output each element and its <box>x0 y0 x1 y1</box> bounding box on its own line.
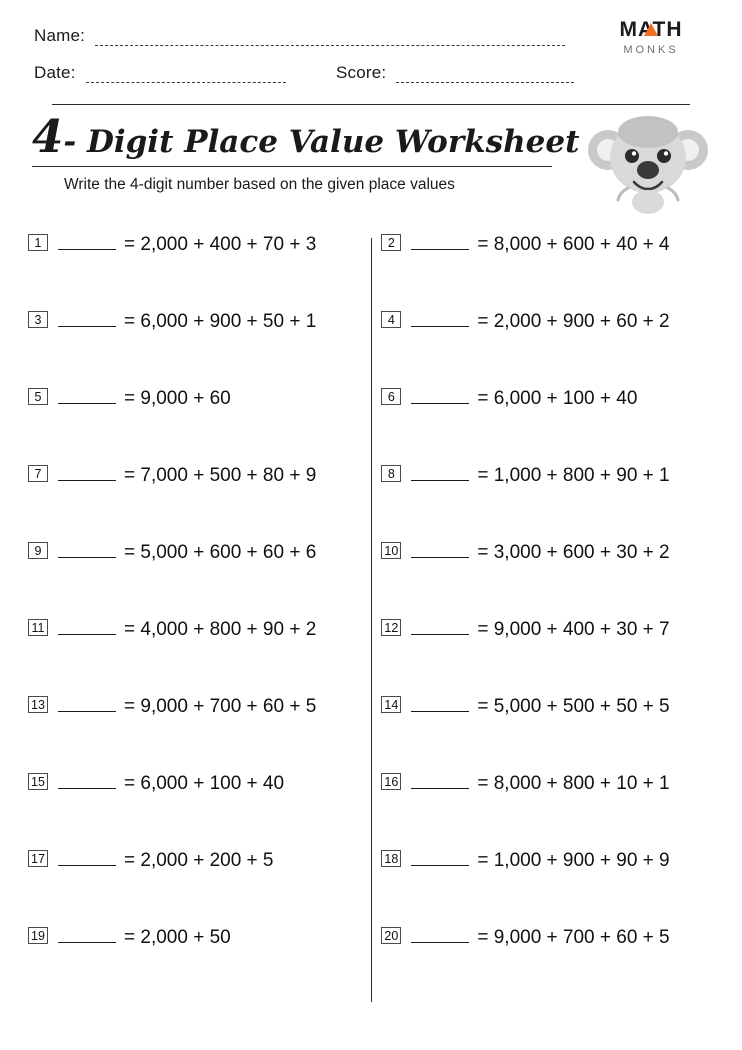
name-field-row <box>34 26 565 46</box>
problem-number: 2 <box>381 234 401 251</box>
answer-blank[interactable] <box>411 930 469 943</box>
score-label: Score: <box>336 63 387 82</box>
date-label: Date: <box>34 63 76 82</box>
problem-expression: = 6,000 + 100 + 40 <box>124 773 285 794</box>
problem-item <box>381 927 698 1004</box>
worksheet-header <box>26 0 716 108</box>
problem-number: 12 <box>381 619 401 636</box>
answer-blank[interactable] <box>411 853 469 866</box>
brand-logo <box>592 18 710 56</box>
column-divider <box>371 238 372 1002</box>
logo-math-label: MATH <box>619 18 683 41</box>
problem-number: 7 <box>28 465 48 482</box>
logo-monks-label: MONKS <box>623 44 679 56</box>
name-input-line[interactable] <box>95 29 565 46</box>
answer-blank[interactable] <box>58 468 116 481</box>
problem-item <box>28 311 345 388</box>
answer-blank[interactable] <box>58 391 116 404</box>
problem-number: 4 <box>381 311 401 328</box>
problem-item <box>381 542 698 619</box>
problem-item <box>28 234 345 311</box>
problem-item <box>28 542 345 619</box>
title-underline <box>32 166 552 167</box>
answer-blank[interactable] <box>58 776 116 789</box>
answer-blank[interactable] <box>58 853 116 866</box>
title-lead-digit: 4 <box>32 110 64 163</box>
answer-blank[interactable] <box>58 699 116 712</box>
score-field-row <box>336 63 574 83</box>
problem-expression: = 6,000 + 100 + 40 <box>477 388 638 409</box>
problem-number: 15 <box>28 773 48 790</box>
answer-blank[interactable] <box>58 314 116 327</box>
problem-number: 8 <box>381 465 401 482</box>
triangle-icon <box>644 23 658 36</box>
problem-expression: = 2,000 + 900 + 60 + 2 <box>477 311 670 332</box>
problem-item <box>28 465 345 542</box>
problem-number: 1 <box>28 234 48 251</box>
problem-item <box>28 619 345 696</box>
problem-item <box>381 773 698 850</box>
problem-expression: = 9,000 + 700 + 60 + 5 <box>124 696 317 717</box>
problem-number: 19 <box>28 927 48 944</box>
answer-blank[interactable] <box>58 545 116 558</box>
problem-expression: = 6,000 + 900 + 50 + 1 <box>124 311 317 332</box>
problem-item <box>381 619 698 696</box>
problem-expression: = 8,000 + 600 + 40 + 4 <box>477 234 670 255</box>
answer-blank[interactable] <box>58 622 116 635</box>
problem-expression: = 9,000 + 60 <box>124 388 231 409</box>
problem-item <box>381 234 698 311</box>
title-block <box>26 110 716 224</box>
problem-number: 18 <box>381 850 401 867</box>
problem-number: 3 <box>28 311 48 328</box>
name-label: Name: <box>34 26 86 45</box>
problem-item <box>28 850 345 927</box>
problem-number: 14 <box>381 696 401 713</box>
answer-blank[interactable] <box>58 237 116 250</box>
problem-item <box>381 465 698 542</box>
problem-expression: = 2,000 + 400 + 70 + 3 <box>124 234 317 255</box>
problem-number: 9 <box>28 542 48 559</box>
problem-item <box>381 850 698 927</box>
title-rest: - Digit Place Value Worksheet <box>63 124 580 160</box>
problem-expression: = 4,000 + 800 + 90 + 2 <box>124 619 317 640</box>
problem-expression: = 1,000 + 900 + 90 + 9 <box>477 850 670 871</box>
problems-column-right <box>381 234 698 1004</box>
problem-expression: = 2,000 + 200 + 5 <box>124 850 274 871</box>
problem-expression: = 2,000 + 50 <box>124 927 231 948</box>
problem-item <box>28 927 345 1004</box>
answer-blank[interactable] <box>58 930 116 943</box>
problem-item <box>381 311 698 388</box>
problem-item <box>381 388 698 465</box>
problem-number: 13 <box>28 696 48 713</box>
date-input-line[interactable] <box>86 66 286 83</box>
answer-blank[interactable] <box>411 545 469 558</box>
problem-expression: = 7,000 + 500 + 80 + 9 <box>124 465 317 486</box>
date-field-row <box>34 63 286 83</box>
problem-expression: = 3,000 + 600 + 30 + 2 <box>477 542 670 563</box>
header-divider <box>52 104 690 105</box>
answer-blank[interactable] <box>411 391 469 404</box>
problem-area <box>26 234 716 1024</box>
answer-blank[interactable] <box>411 699 469 712</box>
problems-column-left <box>28 234 345 1004</box>
problem-number: 6 <box>381 388 401 405</box>
instructions: Write the 4-digit number based on the given place values <box>64 176 455 193</box>
answer-blank[interactable] <box>411 468 469 481</box>
koala-mascot-icon <box>584 110 712 222</box>
problem-expression: = 5,000 + 500 + 50 + 5 <box>477 696 670 717</box>
problem-item <box>28 388 345 465</box>
problem-item <box>28 773 345 850</box>
problem-expression: = 8,000 + 800 + 10 + 1 <box>477 773 670 794</box>
problem-number: 16 <box>381 773 401 790</box>
problem-number: 10 <box>381 542 401 559</box>
answer-blank[interactable] <box>411 314 469 327</box>
answer-blank[interactable] <box>411 237 469 250</box>
problem-number: 5 <box>28 388 48 405</box>
problem-expression: = 5,000 + 600 + 60 + 6 <box>124 542 317 563</box>
problem-expression: = 1,000 + 800 + 90 + 1 <box>477 465 670 486</box>
problem-expression: = 9,000 + 700 + 60 + 5 <box>477 927 670 948</box>
problem-number: 20 <box>381 927 401 944</box>
logo-math-text <box>619 18 682 42</box>
problem-item <box>28 696 345 773</box>
answer-blank[interactable] <box>411 776 469 789</box>
problem-expression: = 9,000 + 400 + 30 + 7 <box>477 619 670 640</box>
problem-number: 11 <box>28 619 48 636</box>
answer-blank[interactable] <box>411 622 469 635</box>
problem-number: 17 <box>28 850 48 867</box>
problem-item <box>381 696 698 773</box>
score-input-line[interactable] <box>396 66 574 83</box>
